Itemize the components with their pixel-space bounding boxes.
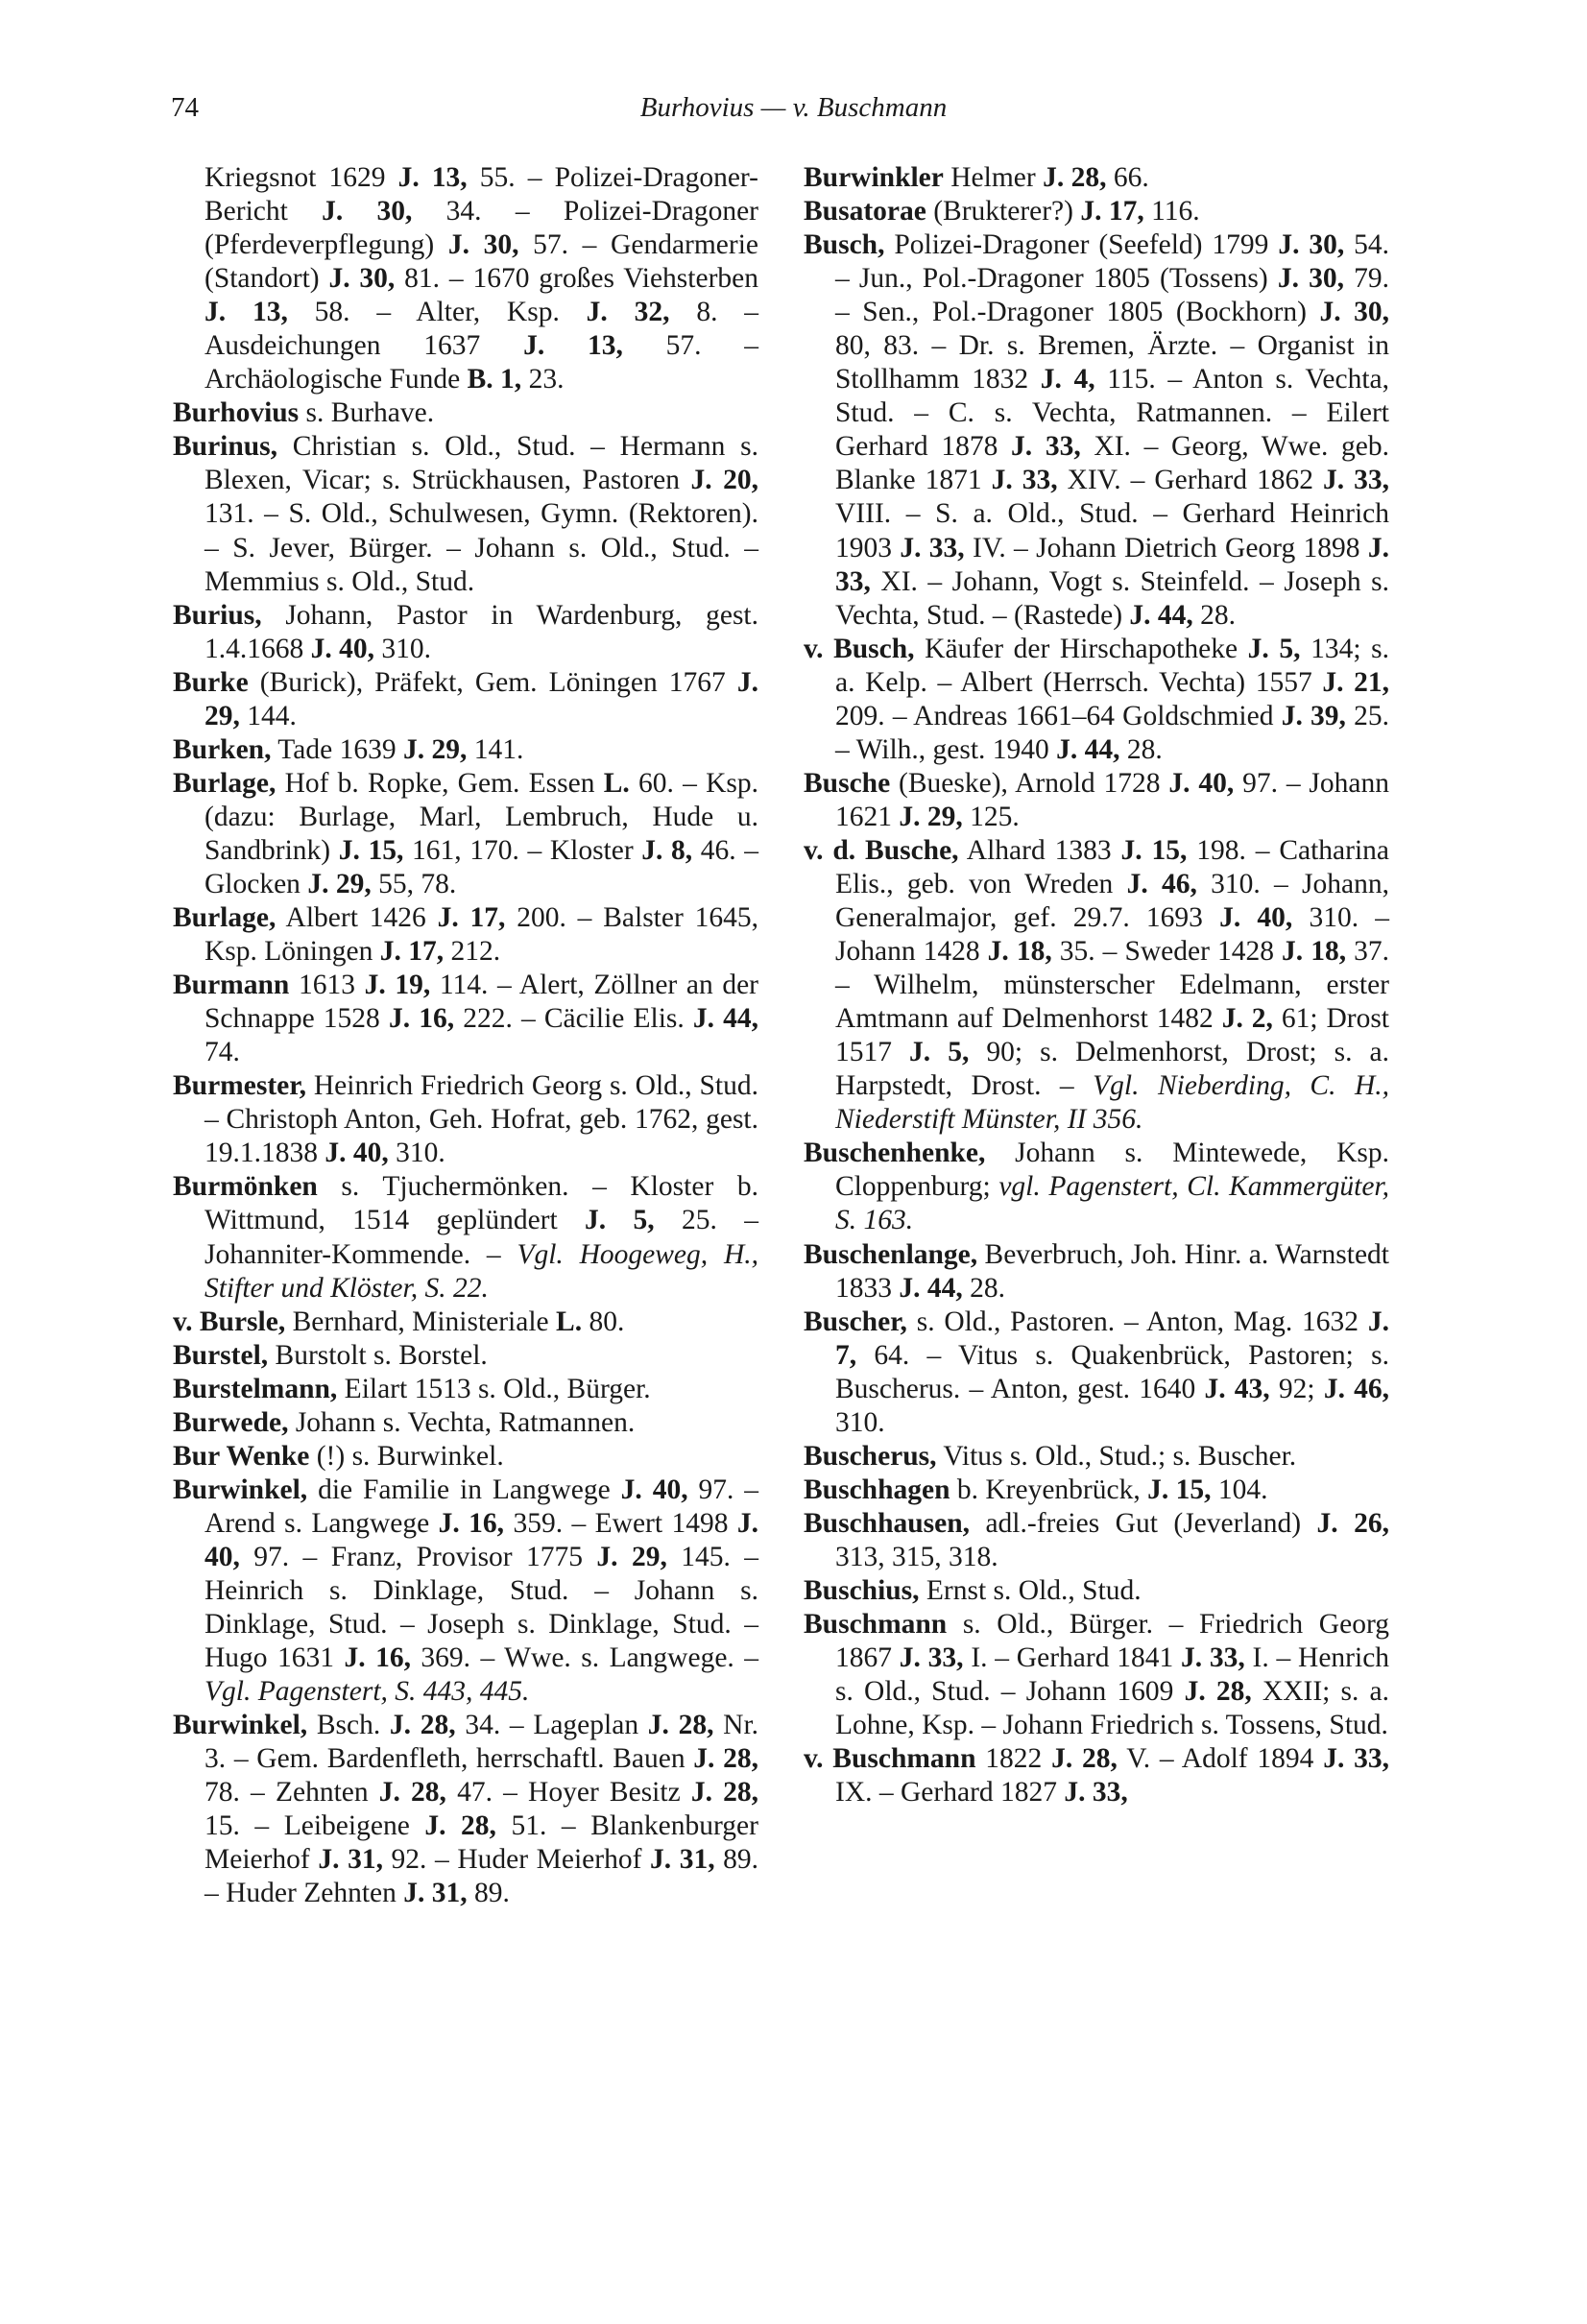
entry-text: 89. – Huder Zehnten <box>204 1844 759 1909</box>
entry-text: (Bueske), Arnold 1728 <box>890 767 1169 799</box>
volume-reference: J. 16, <box>438 1507 505 1539</box>
entry-text: 46. – Glocken <box>204 834 759 899</box>
entry-headword: Burken, <box>173 733 272 765</box>
volume-reference: J. 30, <box>328 263 396 295</box>
entry-headword: Burmester, <box>173 1070 307 1102</box>
entry-text: 74. <box>204 1037 240 1068</box>
volume-reference: J. 39, <box>1281 700 1346 731</box>
entry-text: Ernst s. Old., Stud. <box>919 1574 1142 1606</box>
volume-reference: J. 29, <box>204 666 758 731</box>
entry-text: Burstolt s. Borstel. <box>268 1339 488 1371</box>
entry-text: 34. – Polizei-Dragoner (Pferdeverpflegung) <box>204 196 758 261</box>
entry-text: Johann, Pastor in Wardenburg, gest. 1.4.1668 <box>204 599 758 664</box>
entry-text: 37. – Wilhelm, münsterscher Edelmann, erster Amtmann auf Delmenhorst 1482 <box>835 936 1390 1035</box>
index-entry <box>804 1742 1389 1809</box>
volume-reference: J. 16, <box>344 1642 411 1674</box>
volume-reference: J. 30, <box>447 229 519 261</box>
entry-headword: Buschius, <box>804 1574 920 1606</box>
index-entry <box>173 1473 758 1709</box>
entry-text: Johann s. Mintewede, Ksp. Cloppenburg; <box>835 1138 1389 1203</box>
volume-reference: J. 33, <box>991 465 1058 496</box>
index-entry <box>804 633 1389 767</box>
literature-reference: Vgl. Pagenstert, S. 443, 445. <box>204 1676 530 1708</box>
entry-text: Polizei-Dragoner (Seefeld) 1799 <box>884 229 1279 261</box>
literature-reference: vgl. Pagenstert, Cl. Kammergüter, S. 163. <box>835 1171 1389 1236</box>
entry-text: 141. <box>467 733 524 765</box>
volume-reference: J. 33, <box>899 1642 964 1674</box>
index-entry <box>173 1306 758 1339</box>
entry-headword: Burhovius <box>173 397 300 429</box>
index-entry <box>804 161 1389 195</box>
entry-text: 209. – Andreas 1661–64 Goldschmied <box>835 700 1282 731</box>
entry-text: 64. – Vitus s. Quakenbrück, Pastoren; s. Buscherus. – Anton, gest. 1640 <box>835 1339 1389 1404</box>
volume-reference: J. 33, <box>900 532 965 563</box>
entry-text: 57. – Gendarmerie (Standort) <box>204 229 759 295</box>
volume-reference: J. 28, <box>424 1810 496 1842</box>
volume-reference: J. 28, <box>1051 1743 1118 1775</box>
entry-text: 79. – Sen., Pol.-Dragoner 1805 (Bockhorn) <box>835 263 1390 328</box>
entry-text: 92. – Huder Meierhof <box>382 1844 650 1876</box>
entry-text: Vitus s. Old., Stud.; s. Buscher. <box>936 1440 1297 1472</box>
entry-text: Bsch. <box>307 1710 390 1741</box>
entry-text: 28. <box>962 1272 1005 1304</box>
entry-text: 25. – Johanniter-Kommende. – <box>204 1205 758 1270</box>
entry-headword: Burmann <box>173 970 290 1001</box>
entry-text: 81. – 1670 großes Viehsterben <box>395 263 758 295</box>
volume-reference: J. 5, <box>909 1037 970 1068</box>
volume-reference: J. 15, <box>1147 1473 1212 1505</box>
entry-text: 369. – Wwe. s. Langwege. – <box>410 1642 759 1674</box>
volume-reference: J. 28, <box>693 1743 758 1775</box>
index-entry <box>173 599 758 666</box>
entry-text: adl.-freies Gut (Jeverland) <box>969 1507 1317 1539</box>
volume-reference: J. 40, <box>620 1473 688 1505</box>
index-entry <box>173 901 758 969</box>
volume-reference: J. 15, <box>1120 834 1188 866</box>
volume-reference: J. 40, <box>1168 767 1235 799</box>
index-entry <box>173 1339 758 1373</box>
index-entry <box>804 1440 1389 1473</box>
entry-headword: Buschhagen <box>804 1473 950 1505</box>
entry-text: 144. <box>239 700 297 731</box>
entry-text: 212. <box>444 936 501 968</box>
entry-text: 66. <box>1106 162 1149 193</box>
volume-reference: J. 46, <box>1323 1373 1390 1404</box>
entry-text: IV. – Johann Dietrich Georg 1898 <box>964 532 1368 563</box>
volume-reference: B. 1, <box>467 364 522 395</box>
volume-reference: J. 13, <box>204 297 288 328</box>
entry-text: 97. – Johann 1621 <box>835 767 1390 832</box>
volume-reference: J. 33, <box>1011 431 1081 463</box>
volume-reference: J. 16, <box>388 1003 455 1035</box>
entry-text: 51. – Blankenburger Meierhof <box>204 1810 758 1876</box>
entry-headword: Burstelmann, <box>173 1373 338 1404</box>
entry-text: b. Kreyenbrück, <box>950 1473 1148 1505</box>
entry-text: 310. <box>835 1406 885 1438</box>
entry-text: 310. <box>388 1138 445 1169</box>
running-head: Burhovius — v. Buschmann <box>639 92 948 123</box>
entry-text: IX. – Gerhard 1827 <box>835 1777 1065 1809</box>
entry-text: (Burick), Präfekt, Gem. Löningen 1767 <box>248 666 737 698</box>
entry-text: VIII. – S. a. Old., Stud. – Gerhard Heinrich 1903 <box>835 498 1389 563</box>
volume-reference: J. 33, <box>1323 1743 1390 1775</box>
index-entry <box>804 1507 1389 1574</box>
volume-reference: J. 31, <box>318 1844 383 1876</box>
entry-text: s. Old., Bürger. – Friedrich Georg 1867 <box>835 1609 1389 1674</box>
entry-text: 1613 <box>289 970 365 1001</box>
volume-reference: J. 33, <box>835 532 1390 597</box>
volume-reference: J. 15, <box>338 834 404 866</box>
entry-text: 97. – Arend s. Langwege <box>204 1473 758 1539</box>
entry-text: V. – Adolf 1894 <box>1117 1743 1324 1775</box>
entry-text: 60. – Ksp. (dazu: Burlage, Marl, Lembruch, Hude u. Sandbrink) <box>204 767 758 866</box>
volume-reference: J. 18, <box>987 936 1052 968</box>
index-entry <box>804 834 1389 1137</box>
index-column-left <box>173 161 758 1910</box>
entry-text: 90; s. Delmenhorst, Drost; s. a. Harpstedt, Drost. – <box>835 1037 1389 1102</box>
volume-reference: J. 28, <box>389 1710 456 1741</box>
volume-reference: J. 44, <box>899 1272 963 1304</box>
entry-headword: Burius, <box>173 599 262 631</box>
entry-text: s. Old., Pastoren. – Anton, Mag. 1632 <box>906 1306 1368 1337</box>
entry-text: Beverbruch, Joh. Hinr. a. Warnstedt 1833 <box>835 1238 1389 1304</box>
entry-text: I. – Gerhard 1841 <box>963 1642 1181 1674</box>
entry-text: 310. – Johann, Generalmajor, gef. 29.7. 1693 <box>835 868 1390 934</box>
entry-text: Kriegsnot 1629 <box>204 162 398 193</box>
entry-headword: Burwinkel, <box>173 1710 308 1741</box>
index-entry <box>804 1574 1389 1608</box>
entry-text: s. Burhave. <box>299 397 435 429</box>
entry-headword: Buschmann <box>804 1609 948 1641</box>
volume-reference: J. 7, <box>835 1306 1389 1371</box>
volume-reference: J. 13, <box>397 162 468 193</box>
index-entry <box>804 228 1389 633</box>
entry-text: Eilart 1513 s. Old., Bürger. <box>337 1373 651 1404</box>
entry-headword: Busch, <box>804 229 885 261</box>
volume-reference: J. 20, <box>690 465 758 496</box>
volume-reference: J. 2, <box>1221 1003 1273 1035</box>
entry-headword: Burinus, <box>173 431 278 463</box>
entry-text: XI. – Johann, Vogt s. Steinfeld. – Joseph s. Vechta, Stud. – (Rastede) <box>835 565 1389 631</box>
entry-text: 116. <box>1143 196 1200 228</box>
entry-text: die Familie in Langwege <box>307 1473 621 1505</box>
literature-reference: Vgl. Nieberding, C. H., Niederstift Münster, II 356. <box>835 1070 1389 1136</box>
index-entry <box>173 1709 758 1910</box>
index-entry <box>173 767 758 901</box>
index-entry <box>173 1406 758 1440</box>
volume-reference: J. 21, <box>1322 666 1390 698</box>
entry-text: XIV. – Gerhard 1862 <box>1057 465 1324 496</box>
volume-reference: J. 5, <box>585 1205 655 1236</box>
entry-text: 55. – Polizei-Dragoner-Bericht <box>204 162 758 228</box>
volume-reference: J. 17, <box>379 936 445 968</box>
index-entry <box>173 430 758 598</box>
entry-text: 15. – Leibeigene <box>204 1810 425 1842</box>
entry-headword: Burstel, <box>173 1339 269 1371</box>
volume-reference: J. 30, <box>1278 229 1345 261</box>
entry-text: 200. – Balster 1645, Ksp. Löningen <box>204 902 758 968</box>
index-entry <box>804 195 1389 228</box>
entry-headword: Buscher, <box>804 1306 907 1337</box>
volume-reference: J. 28, <box>1043 162 1107 193</box>
entry-headword: Burmönken <box>173 1171 318 1203</box>
volume-reference: J. 40, <box>310 633 374 664</box>
entry-text: 23. <box>521 364 565 395</box>
entry-text: XI. – Georg, Wwe. geb. Blanke 1871 <box>835 431 1389 496</box>
entry-headword: v. d. Busche, <box>804 834 959 866</box>
entry-headword: Buschenhenke, <box>804 1138 986 1169</box>
volume-reference: J. 8, <box>641 834 693 866</box>
volume-reference: J. 13, <box>523 330 623 362</box>
volume-reference: J. 31, <box>649 1844 715 1876</box>
entry-text: 54. – Jun., Pol.-Dragoner 1805 (Tossens) <box>835 229 1390 295</box>
entry-text: 313, 315, 318. <box>835 1541 998 1572</box>
index-entry <box>173 969 758 1069</box>
volume-reference: J. 5, <box>1247 633 1301 664</box>
entry-text: 161, 170. – Kloster <box>403 834 642 866</box>
entry-headword: Busche <box>804 767 891 799</box>
volume-reference: J. 40, <box>1219 902 1293 934</box>
entry-text: 25. – Wilh., gest. 1940 <box>835 700 1389 765</box>
literature-reference: Vgl. Hoogeweg, H., Stifter und Klöster, S. 22. <box>204 1238 758 1304</box>
volume-reference: J. 28, <box>378 1777 446 1809</box>
entry-text: (!) s. Burwinkel. <box>309 1440 504 1472</box>
entry-text: Käufer der Hirschapotheke <box>914 633 1248 664</box>
index-entry <box>173 161 758 396</box>
entry-text: 97. – Franz, Provisor 1775 <box>239 1541 597 1572</box>
volume-reference: J. 30, <box>322 196 413 228</box>
volume-reference: L. <box>603 767 630 799</box>
entry-text: 125. <box>962 801 1020 832</box>
entry-text: Helmer <box>943 162 1044 193</box>
entry-text: Albert 1426 <box>276 902 438 934</box>
entry-text: 80, 83. – Dr. s. Bremen, Ärzte. – Organist in Stollhamm 1832 <box>835 330 1389 395</box>
entry-text: Heinrich Friedrich Georg s. Old., Stud. – Christoph Anton, Geh. Hofrat, geb. 1762, gest. 19.1.1838 <box>204 1070 758 1169</box>
volume-reference: J. 32, <box>586 297 670 328</box>
entry-headword: Bur Wenke <box>173 1440 310 1472</box>
entry-text: Nr. 3. – Gem. Bardenfleth, herrschaftl. Bauen <box>204 1710 759 1775</box>
index-entry <box>804 1306 1389 1440</box>
volume-reference: J. 18, <box>1282 936 1347 968</box>
index-entry <box>173 396 758 430</box>
entry-text: 310. <box>374 633 431 664</box>
entry-text: 310. – Johann 1428 <box>835 902 1390 968</box>
index-entry <box>804 1608 1389 1742</box>
index-entry <box>804 1473 1389 1507</box>
entry-text: (Brukterer?) <box>926 196 1081 228</box>
volume-reference: J. 43, <box>1204 1373 1270 1404</box>
index-entry <box>804 1137 1389 1237</box>
volume-reference: J. 31, <box>403 1878 468 1909</box>
volume-reference: J. 26, <box>1316 1507 1389 1539</box>
entry-text: 92; <box>1269 1373 1324 1404</box>
entry-text: 89. <box>467 1878 510 1909</box>
entry-headword: Burwede, <box>173 1406 289 1438</box>
entry-text: 35. – Sweder 1428 <box>1051 936 1283 968</box>
entry-headword: Buscherus, <box>804 1440 937 1472</box>
entry-headword: Burlage, <box>173 902 277 934</box>
entry-headword: Burlage, <box>173 767 277 799</box>
index-entry <box>804 1238 1389 1306</box>
entry-headword: Busatorae <box>804 196 926 228</box>
index-entry <box>173 1170 758 1305</box>
volume-reference: J. 33, <box>1064 1777 1128 1809</box>
entry-text: I. – Henrich s. Old., Stud. – Johann 1609 <box>835 1642 1390 1708</box>
entry-text: 34. – Lageplan <box>455 1710 648 1741</box>
entry-text: 57. – Archäologische Funde <box>204 330 759 395</box>
entry-text: 131. – S. Old., Schulwesen, Gymn. (Rektoren). – S. Jever, Bürger. – Johann s. Old., Stud. – Memmius s. Old., Stud. <box>204 498 758 597</box>
volume-reference: J. 17, <box>437 902 506 934</box>
volume-reference: J. 4, <box>1040 364 1095 395</box>
page-number: 74 <box>171 92 199 123</box>
entry-text: 28. <box>1192 599 1237 631</box>
volume-reference: J. 19, <box>364 970 431 1001</box>
volume-reference: J. 40, <box>204 1507 758 1572</box>
entry-text: 61; Drost 1517 <box>835 1003 1389 1068</box>
entry-headword: v. Buschmann <box>804 1743 976 1775</box>
index-entry <box>173 1373 758 1406</box>
index-entry <box>173 1069 758 1170</box>
entry-text: 222. – Cäcilie Elis. <box>454 1003 693 1035</box>
entry-headword: v. Busch, <box>804 633 915 664</box>
entry-text: 104. <box>1211 1473 1268 1505</box>
volume-reference: J. 29, <box>307 868 372 899</box>
entry-text: 28. <box>1119 733 1163 765</box>
index-entry <box>173 666 758 733</box>
entry-text: 359. – Ewert 1498 <box>504 1507 737 1539</box>
index-entry <box>173 733 758 767</box>
entry-text: XXII; s. a. Lohne, Ksp. – Johann Friedrich s. Tossens, Stud. <box>835 1676 1389 1741</box>
entry-text: Alhard 1383 <box>958 834 1121 866</box>
entry-text: Hof b. Ropke, Gem. Essen <box>276 767 604 799</box>
entry-text: 8. – Ausdeichungen 1637 <box>204 297 759 362</box>
entry-headword: Buschenlange, <box>804 1238 978 1270</box>
index-column-right <box>804 161 1389 1809</box>
volume-reference: J. 28, <box>647 1710 714 1741</box>
entry-text: 80. <box>582 1306 625 1337</box>
entry-headword: v. Bursle, <box>173 1306 286 1337</box>
volume-reference: J. 29, <box>899 801 963 832</box>
volume-reference: J. 29, <box>596 1541 667 1572</box>
entry-text: Christian s. Old., Stud. – Hermann s. Blexen, Vicar; s. Strückhausen, Pastoren <box>204 431 758 496</box>
volume-reference: J. 40, <box>325 1138 389 1169</box>
volume-reference: J. 46, <box>1126 868 1197 899</box>
entry-text: 1822 <box>975 1743 1052 1775</box>
entry-text: Bernhard, Ministeriale <box>285 1306 557 1337</box>
entry-headword: Burwinkler <box>804 162 944 193</box>
volume-reference: J. 33, <box>1181 1642 1245 1674</box>
entry-text: 78. – Zehnten <box>204 1777 379 1809</box>
entry-text: 115. – Anton s. Vechta, Stud. – C. s. Vechta, Ratmannen. – Eilert Gerhard 1878 <box>835 364 1389 463</box>
volume-reference: J. 44, <box>692 1003 758 1035</box>
volume-reference: J. 28, <box>690 1777 759 1809</box>
entry-text: s. Tjuchermönken. – Kloster b. Wittmund, 1514 geplündert <box>204 1171 758 1236</box>
volume-reference: J. 28, <box>1184 1676 1252 1708</box>
volume-reference: J. 17, <box>1080 196 1144 228</box>
volume-reference: J. 33, <box>1323 465 1390 496</box>
entry-text: Johann s. Vechta, Ratmannen. <box>288 1406 636 1438</box>
entry-headword: Burwinkel, <box>173 1473 308 1505</box>
entry-text: 55, 78. <box>371 868 457 899</box>
entry-headword: Burke <box>173 666 249 698</box>
volume-reference: L. <box>556 1306 583 1337</box>
index-entry <box>173 1440 758 1473</box>
entry-text: 47. – Hoyer Besitz <box>445 1777 691 1809</box>
entry-text: 58. – Alter, Ksp. <box>287 297 587 328</box>
entry-text: Tade 1639 <box>271 733 403 765</box>
entry-text: 145. – Heinrich s. Dinklage, Stud. – Johann s. Dinklage, Stud. – Joseph s. Dinklage, Stud. – Hugo 1631 <box>204 1541 759 1674</box>
volume-reference: J. 44, <box>1056 733 1120 765</box>
volume-reference: J. 44, <box>1129 599 1193 631</box>
entry-text: 198. – Catharina Elis., geb. von Wreden <box>835 834 1390 899</box>
volume-reference: J. 30, <box>1277 263 1344 295</box>
volume-reference: J. 30, <box>1319 297 1390 328</box>
index-entry <box>804 767 1389 834</box>
entry-text: 114. – Alert, Zöllner an der Schnappe 1528 <box>204 970 759 1035</box>
entry-headword: Buschhausen, <box>804 1507 970 1539</box>
volume-reference: J. 29, <box>402 733 468 765</box>
entry-text: 134; s. a. Kelp. – Albert (Herrsch. Vechta) 1557 <box>835 633 1390 698</box>
